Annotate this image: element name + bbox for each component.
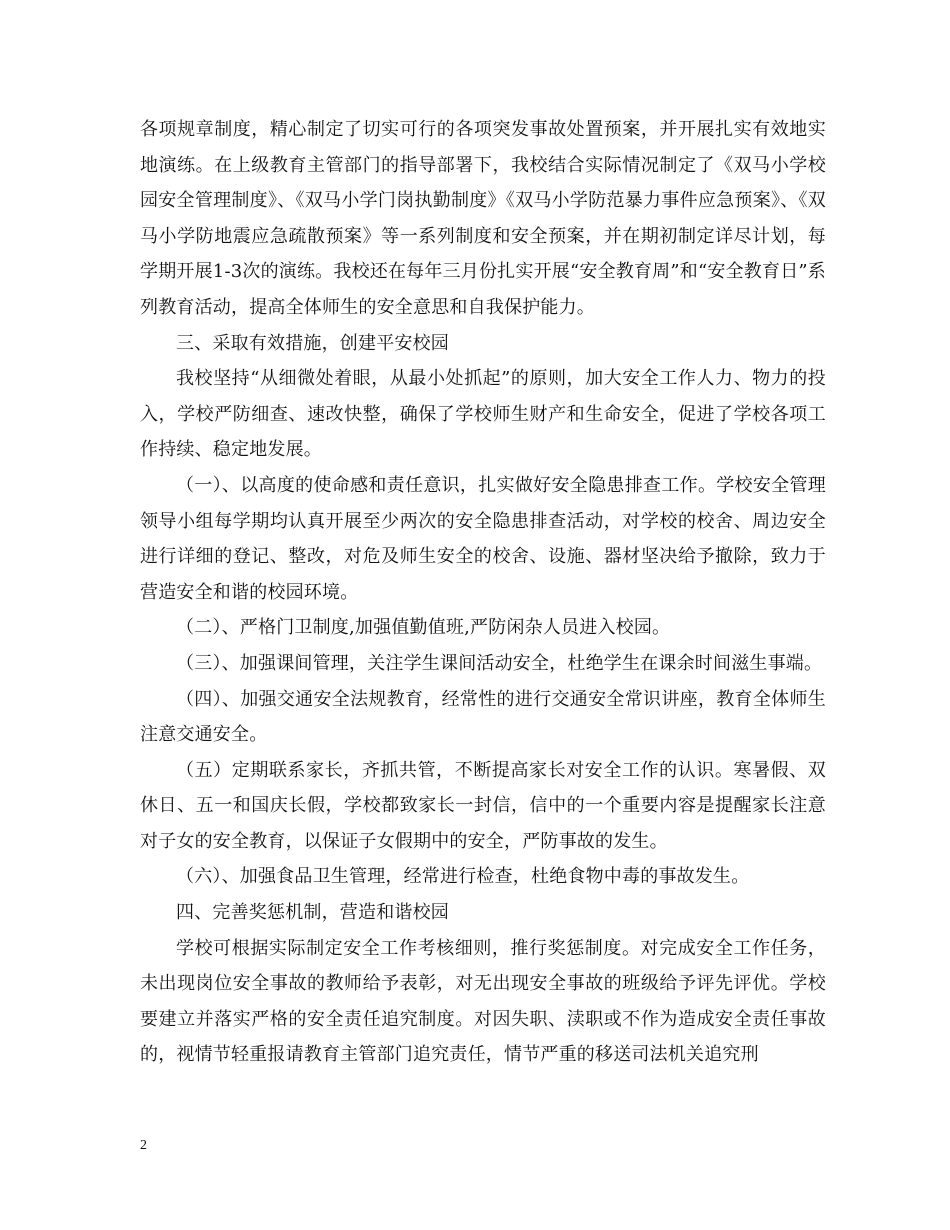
section-heading-4: 四、完善奖惩机制，营造和谐校园: [176, 902, 449, 924]
page-number: 2: [140, 1138, 147, 1153]
paragraph-rewards: 学校可根据实际制定安全工作考核细则，推行奖惩制度。对完成安全工作任务，未出现岗位安全事故的教师给予表彰，对无出现安全事故的班级给予评先评优。学校要建立并落实严格的安全责任追究制度。对因失职、渎职或不作为造成安全责任事故的，视情节轻重报请教育主管部门追究责任，情节严重的移送司法机关追究刑: [140, 937, 826, 1066]
paragraph-item-4: （四）、加强交通安全法规教育，经常性的进行交通安全常识讲座，教育全体师生注意交通安全。: [140, 688, 826, 746]
document-body: [140, 112, 826, 1073]
paragraph-item-5: （五）定期联系家长，齐抓共管，不断提高家长对安全工作的认识。寒暑假、双休日、五一和国庆长假，学校都致家长一封信，信中的一个重要内容是提醒家长注意对子女的安全教育，以保证子女假期中的安全，严防事故的发生。: [140, 759, 826, 852]
paragraph-continuation: 各项规章制度，精心制定了切实可行的各项突发事故处置预案，并开展扎实有效地实地演练。在上级教育主管部门的指导部署下，我校结合实际情况制定了《双马小学校园安全管理制度》、《双马小学门岗执勤制度》《双马小学防范暴力事件应急预案》、《双马小学防地震应急疏散预案》等一系列制度和安全预案，并在期初制定详尽计划，每学期开展1-3次的演练。我校还在每年三月份扎实开展“安全教育周”和“安全教育日”系列教育活动，提高全体师生的安全意思和自我保护能力。: [140, 119, 826, 318]
paragraph-item-1: （一）、以高度的使命感和责任意识，扎实做好安全隐患排查工作。学校安全管理领导小组每学期均认真开展至少两次的安全隐患排查活动，对学校的校舍、周边安全进行详细的登记、整改，对危及师生安全的校舍、设施、器材坚决给予撤除，致力于营造安全和谐的校园环境。: [140, 474, 826, 603]
section-heading-3: 三、采取有效措施，创建平安校园: [176, 332, 449, 354]
paragraph-item-6: （六）、加强食品卫生管理，经常进行检查，杜绝食物中毒的事故发生。: [176, 866, 750, 888]
paragraph-principle: 我校坚持“从细微处着眼，从最小处抓起”的原则，加大安全工作人力、物力的投入，学校严防细查、速改快整，确保了学校师生财产和生命安全，促进了学校各项工作持续、稳定地发展。: [140, 368, 826, 461]
paragraph-item-3: （三）、加强课间管理，关注学生课间活动安全，杜绝学生在课余时间滋生事端。: [176, 652, 823, 674]
paragraph-item-2: （二）、严格门卫制度,加强值勤值班,严防闲杂人员进入校园。: [176, 617, 671, 639]
